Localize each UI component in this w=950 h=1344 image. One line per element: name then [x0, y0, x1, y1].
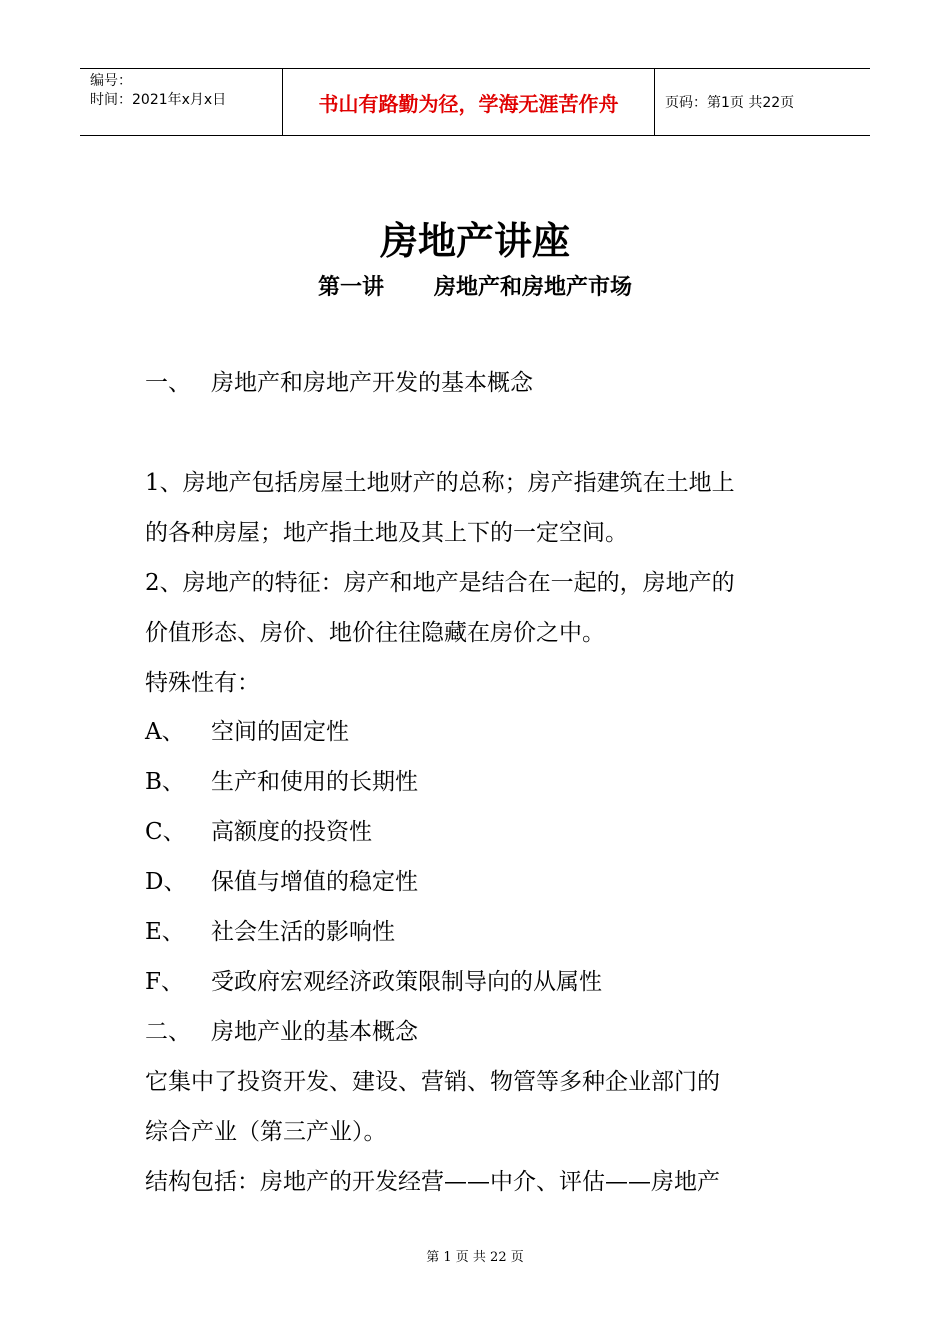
- paragraph-line: 2、房地产的特征：房产和地产是结合在一起的，房地产的: [145, 570, 735, 596]
- paragraph-line: 结构包括：房地产的开发经营——中介、评估——房地产: [145, 1169, 720, 1195]
- section-heading-2: [145, 1017, 418, 1047]
- list-item: [145, 767, 418, 797]
- list-item: [145, 967, 602, 997]
- list-item-text: 受政府宏观经济政策限制导向的从属性: [211, 969, 602, 995]
- list-item-marker: E、: [145, 919, 185, 945]
- list-item: [145, 717, 349, 747]
- list-item-marker: F、: [145, 969, 184, 995]
- paragraph-line: 它集中了投资开发、建设、营销、物管等多种企业部门的: [145, 1069, 720, 1095]
- header-motto: 书山有路勤为径，学海无涯苦作舟: [282, 69, 655, 135]
- section-title: 房地产和房地产开发的基本概念: [211, 370, 533, 396]
- list-item-text: 空间的固定性: [211, 719, 349, 745]
- subtitle-topic: 房地产和房地产市场: [434, 275, 633, 300]
- section-number: 一、: [145, 370, 191, 396]
- subtitle-lecture: 第一讲: [317, 275, 384, 300]
- section-title: 房地产业的基本概念: [211, 1019, 418, 1045]
- section-heading-1: [145, 368, 533, 398]
- paragraph-line: 特殊性有：: [145, 670, 260, 696]
- list-item-marker: B、: [145, 769, 185, 795]
- list-item: [145, 867, 418, 897]
- list-item-text: 高额度的投资性: [211, 819, 372, 845]
- serial-label: 编号：: [90, 73, 132, 89]
- time-label: 时间：2021年x月x日: [90, 92, 227, 108]
- paragraph-line: 价值形态、房价、地价往往隐藏在房价之中。: [145, 620, 605, 646]
- page-subtitle: [0, 270, 950, 301]
- list-item-text: 生产和使用的长期性: [211, 769, 418, 795]
- page-title: 房地产讲座: [379, 219, 570, 263]
- list-item-text: 保值与增值的稳定性: [211, 869, 418, 895]
- header-table: [80, 68, 870, 136]
- paragraph-line: 1、房地产包括房屋土地财产的总称；房产指建筑在土地上: [145, 470, 735, 496]
- list-item-marker: A、: [145, 719, 185, 745]
- section-number: 二、: [145, 1019, 191, 1045]
- header-left-cell: [80, 69, 282, 135]
- list-item-marker: C、: [145, 819, 186, 845]
- list-item-marker: D、: [145, 869, 187, 895]
- paragraph-line: 的各种房屋；地产指土地及其上下的一定空间。: [145, 520, 628, 546]
- page-footer: 第 1 页 共 22 页: [426, 1250, 524, 1265]
- list-item-text: 社会生活的影响性: [211, 919, 395, 945]
- list-item: [145, 817, 372, 847]
- header-page-info: 页码：第1页 共22页: [665, 95, 795, 111]
- paragraph-line: 综合产业（第三产业）。: [145, 1119, 387, 1145]
- list-item: [145, 917, 395, 947]
